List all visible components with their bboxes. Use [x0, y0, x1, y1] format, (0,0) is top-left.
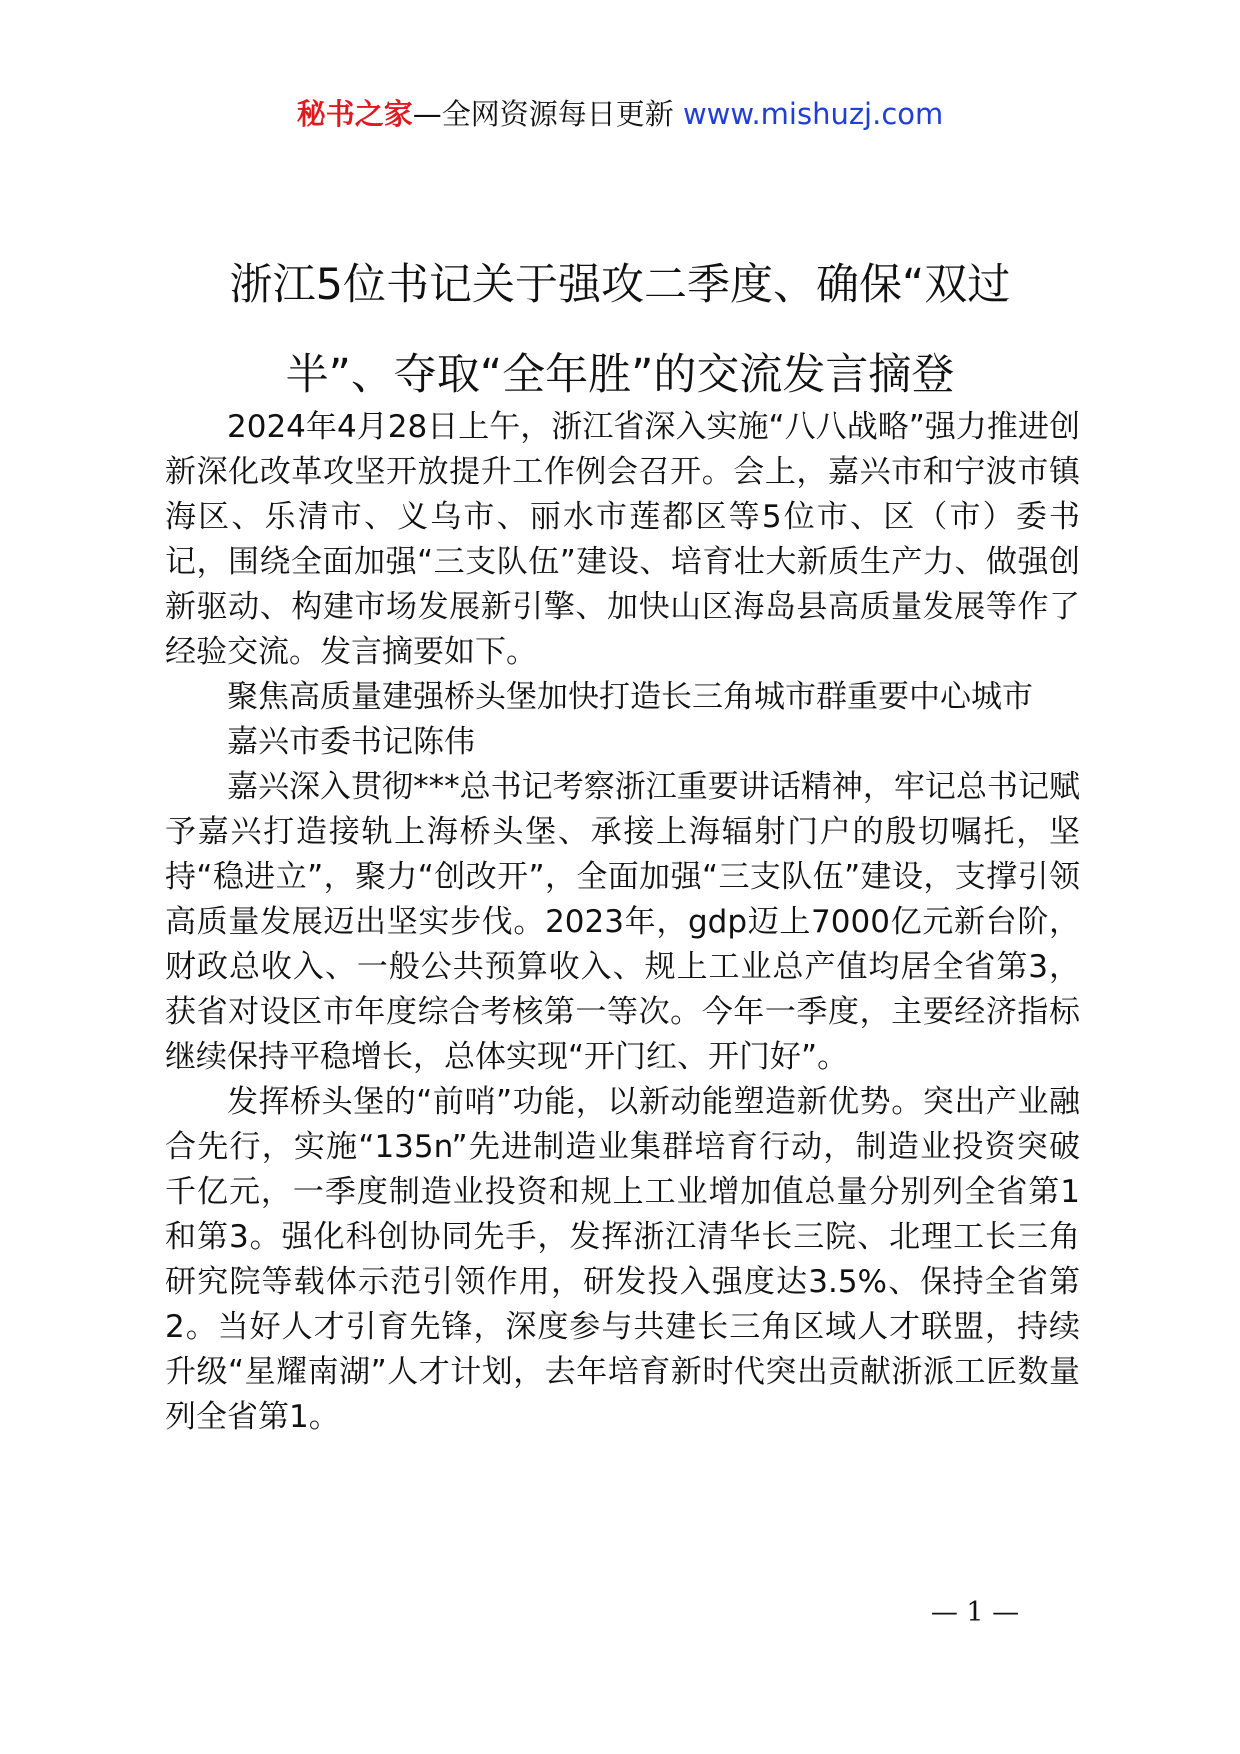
- site-url-link[interactable]: www.mishuzj.com: [682, 97, 944, 131]
- document-title: [160, 240, 1080, 420]
- section-heading: 聚焦高质量建强桥头堡加快打造长三角城市群重要中心城市: [227, 679, 1033, 715]
- body-paragraph: 发挥桥头堡的“前哨”功能，以新动能塑造新优势。突出产业融合先行，实施“135n”先进制造业集群培育行动，制造业投资突破千亿元，一季度制造业投资和规上工业增加值总量分别列全省第1和第3。强化科创协同先手，发挥浙江清华长三院、北理工长三角研究院等载体示范引领作用，研发投入强度达3.5%、保持全省第2。当好人才引育先锋，深度参与共建长三角区域人才联盟，持续升级“星耀南湖”人才计划，去年培育新时代突出贡献浙派工匠数量列全省第1。: [165, 1084, 1080, 1435]
- page-number: — 1 —: [930, 1597, 1020, 1628]
- site-header: [0, 96, 1240, 132]
- document-title-line-1: 浙江5位书记关于强攻二季度、确保“双过: [229, 260, 1011, 310]
- document-body: [165, 405, 1080, 1440]
- document-title-line-2: 半”、夺取“全年胜”的交流发言摘登: [285, 350, 955, 400]
- site-tagline: —全网资源每日更新: [412, 97, 674, 131]
- speaker-name: 嘉兴市委书记陈伟: [227, 724, 475, 760]
- intro-paragraph: 2024年4月28日上午，浙江省深入实施“八八战略”强力推进创新深化改革攻坚开放提升工作例会召开。会上，嘉兴市和宁波市镇海区、乐清市、义乌市、丽水市莲都区等5位市、区（市）委书记，围绕全面加强“三支队伍”建设、培育壮大新质生产力、做强创新驱动、构建市场发展新引擎、加快山区海岛县高质量发展等作了经验交流。发言摘要如下。: [165, 409, 1080, 670]
- site-brand: 秘书之家: [296, 97, 413, 131]
- body-paragraph: 嘉兴深入贯彻***总书记考察浙江重要讲话精神，牢记总书记赋予嘉兴打造接轨上海桥头堡、承接上海辐射门户的殷切嘱托，坚持“稳进立”，聚力“创改开”，全面加强“三支队伍”建设，支撑引领高质量发展迈出坚实步伐。2023年，gdp迈上7000亿元新台阶，财政总收入、一般公共预算收入、规上工业总产值均居全省第3，获省对设区市年度综合考核第一等次。今年一季度，主要经济指标继续保持平稳增长，总体实现“开门红、开门好”。: [165, 769, 1080, 1075]
